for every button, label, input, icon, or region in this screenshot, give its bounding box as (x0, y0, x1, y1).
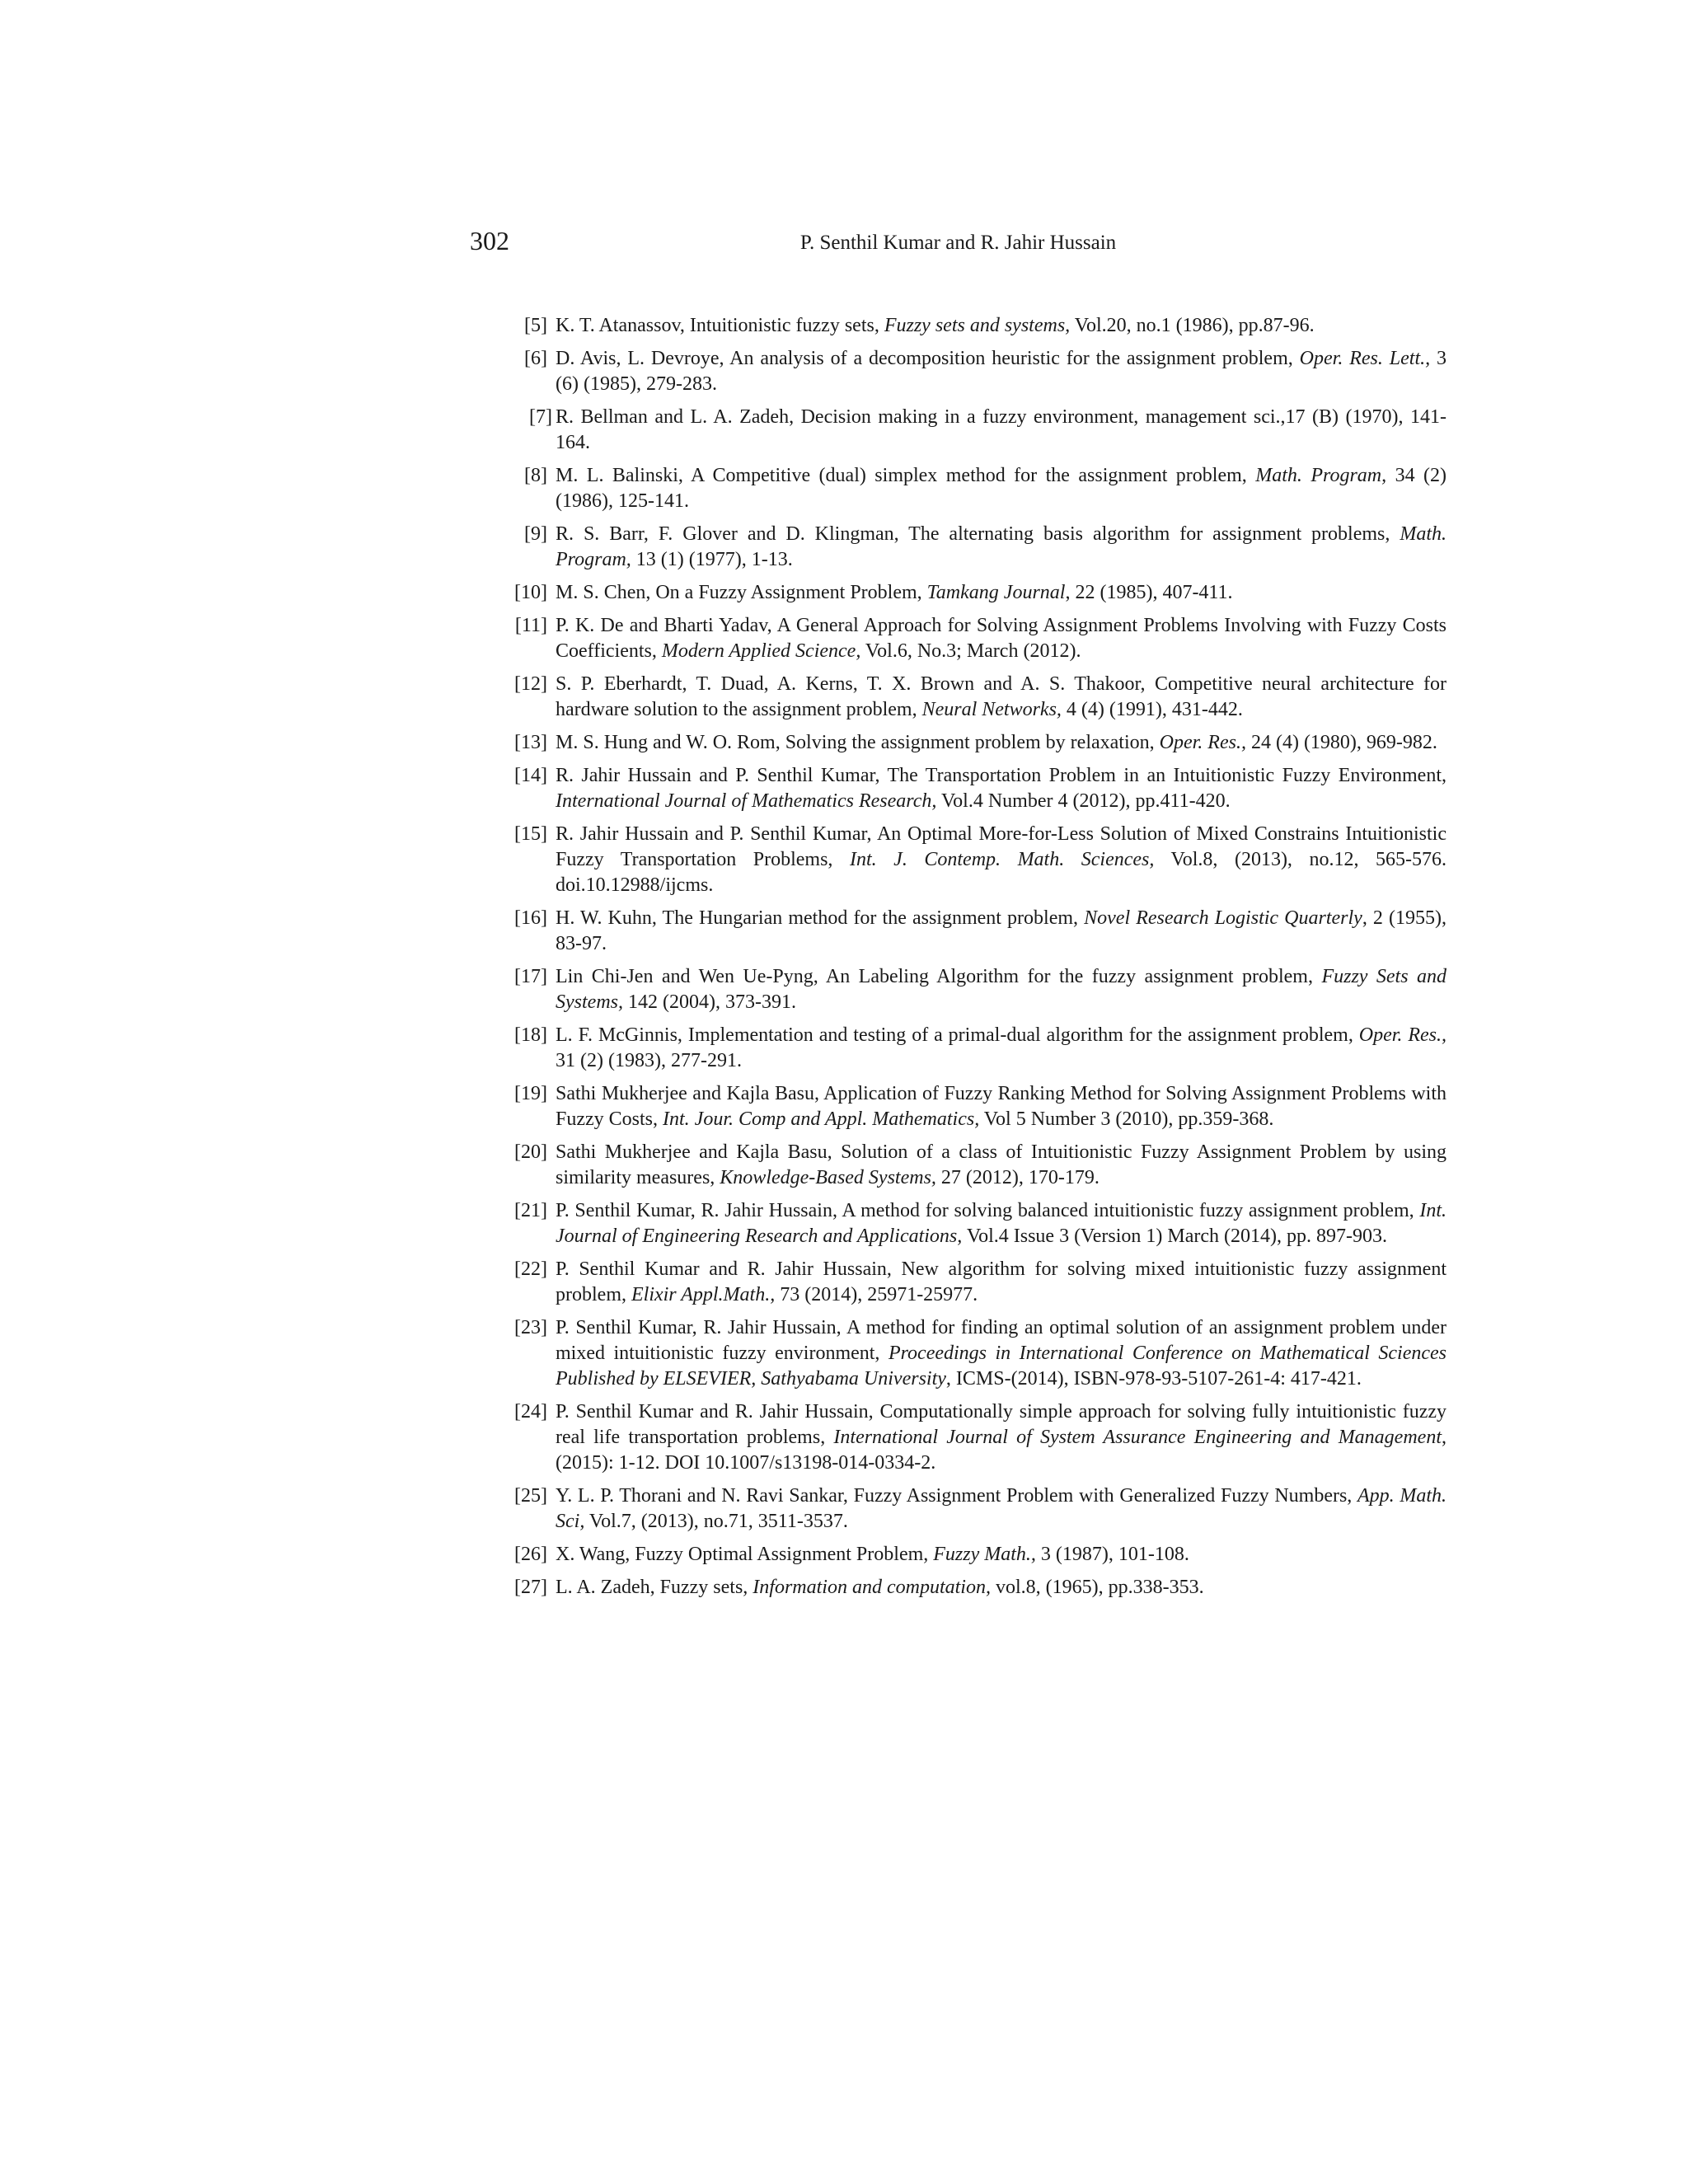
reference-source: Novel Research Logistic Quarterly (1084, 907, 1362, 929)
reference-number: [21] (514, 1200, 547, 1221)
reference-text-part: 27 (2012), 170-179. (935, 1167, 1100, 1188)
reference-text (556, 346, 1447, 397)
reference-source: Proceedings in International Conference on Mathematical Sciences Published by ELSEVIER, Sathyabama University (556, 1343, 1447, 1390)
reference-item (470, 346, 1447, 397)
reference-text (556, 672, 1447, 723)
reference-text (556, 906, 1447, 957)
reference-list (470, 313, 1447, 1608)
reference-source: Oper. Res., (1159, 732, 1246, 753)
reference-item (470, 1315, 1447, 1392)
reference-text (556, 463, 1447, 514)
reference-text-part: 31 (2) (1983), 277-291. (556, 1050, 742, 1071)
reference-text-part: Sathi Mukherjee and Kajla Basu, Solution of a class of Intuitionistic Fuzzy Assignment Problem by using similarity measures, (556, 1141, 1447, 1188)
reference-text-part: H. W. Kuhn, The Hungarian method for the assignment problem, (556, 907, 1085, 929)
reference-text-part: 142 (2004), 373-391. (622, 991, 796, 1013)
reference-text-part: Vol.6, No.3; March (2012). (860, 640, 1081, 662)
reference-text-part: M. S. Chen, On a Fuzzy Assignment Problem, (556, 582, 927, 603)
reference-item (470, 1399, 1447, 1476)
reference-source: Int. J. Contemp. Math. Sciences, (849, 849, 1155, 870)
reference-text-part: P. Senthil Kumar and R. Jahir Hussain, New algorithm for solving mixed intuitionistic fuzzy assignment problem, (556, 1258, 1447, 1305)
reference-text-part: Vol.20, no.1 (1986), pp.87-96. (1070, 315, 1315, 336)
reference-text (556, 313, 1447, 339)
running-head: P. Senthil Kumar and R. Jahir Hussain (799, 232, 1117, 254)
reference-source: Fuzzy sets and systems, (884, 315, 1071, 336)
reference-source: Fuzzy Math., (933, 1544, 1036, 1565)
reference-number: [17] (514, 966, 547, 987)
reference-source: International Journal of Mathematics Research, (556, 790, 937, 812)
reference-item (470, 906, 1447, 957)
reference-source: Math. Program, (556, 523, 1447, 570)
reference-item (470, 1575, 1447, 1601)
reference-item (470, 313, 1447, 339)
reference-source: Tamkang Journal (926, 582, 1066, 603)
reference-text-part: 34 (2) (1986), 125-141. (556, 465, 1447, 512)
reference-text-part: L. A. Zadeh, Fuzzy sets, (556, 1577, 753, 1598)
reference-number: [5] (524, 315, 547, 336)
reference-text (556, 1315, 1447, 1392)
reference-source: International Journal of System Assurance Engineering and Management (833, 1427, 1442, 1448)
reference-text-part: Y. L. P. Thorani and N. Ravi Sankar, Fuzzy Assignment Problem with Generalized Fuzzy Numbers, (556, 1485, 1357, 1507)
reference-number: [22] (514, 1258, 547, 1280)
reference-text-part: M. S. Hung and W. O. Rom, Solving the assignment problem by relaxation, (556, 732, 1160, 753)
reference-source: Elixir Appl.Math., (631, 1284, 776, 1305)
reference-text-part: R. Jahir Hussain and P. Senthil Kumar, An Optimal More-for-Less Solution of Mixed Constrains Intuitionistic Fuzzy Transportation Problems, (556, 823, 1447, 870)
reference-source: Math. Program, (1255, 465, 1387, 486)
reference-text-part: Vol 5 Number 3 (2010), pp.359-368. (979, 1108, 1274, 1130)
reference-source: Int. Journal of Engineering Research and Applications, (556, 1200, 1447, 1247)
reference-text-part: 3 (1987), 101-108. (1035, 1544, 1189, 1565)
reference-text-part: Vol.4 Number 4 (2012), pp.411-420. (936, 790, 1231, 812)
reference-text (556, 763, 1447, 814)
reference-item (470, 522, 1447, 573)
reference-text-part: Lin Chi-Jen and Wen Ue-Pyng, An Labeling Algorithm for the fuzzy assignment problem, (556, 966, 1322, 987)
reference-item (470, 1198, 1447, 1249)
reference-source: Neural Networks, (921, 699, 1062, 720)
reference-text-part: P. Senthil Kumar, R. Jahir Hussain, A method for solving balanced intuitionistic fuzzy assignment problem, (556, 1200, 1420, 1221)
reference-number: [9] (524, 523, 547, 545)
reference-text (556, 580, 1447, 606)
reference-number: [20] (514, 1141, 547, 1163)
reference-number: [12] (514, 673, 547, 695)
reference-text-part: D. Avis, L. Devroye, An analysis of a decomposition heuristic for the assignment problem, (556, 348, 1300, 369)
reference-text-part: L. F. McGinnis, Implementation and testing of a primal-dual algorithm for the assignment problem, (556, 1024, 1359, 1046)
reference-source: Int. Jour. Comp and Appl. Mathematics, (663, 1108, 980, 1130)
reference-text-part: M. L. Balinski, A Competitive (dual) simplex method for the assignment problem, (556, 465, 1256, 486)
reference-number: [8] (524, 465, 547, 486)
reference-number: [27] (514, 1577, 547, 1598)
reference-item (470, 405, 1447, 456)
reference-text-part: , 2 (1955), 83-97. (556, 907, 1447, 954)
reference-text (556, 1575, 1447, 1601)
reference-text (556, 522, 1447, 573)
reference-source: Fuzzy Sets and Systems, (556, 966, 1447, 1013)
reference-item (470, 763, 1447, 814)
reference-text (556, 964, 1447, 1015)
reference-number: [14] (514, 765, 547, 786)
reference-number: [24] (514, 1401, 547, 1422)
reference-source: Knowledge-Based Systems, (720, 1167, 936, 1188)
reference-item (470, 1483, 1447, 1535)
reference-source: Modern Applied Science, (661, 640, 861, 662)
reference-item (470, 1081, 1447, 1132)
reference-item (470, 964, 1447, 1015)
reference-source: App. Math. Sci, (556, 1485, 1447, 1532)
reference-text-part: S. P. Eberhardt, T. Duad, A. Kerns, T. X. Brown and A. S. Thakoor, Competitive neural architecture for hardware solution to the assignment problem, (556, 673, 1447, 720)
reference-number: [19] (514, 1083, 547, 1104)
reference-text (556, 1257, 1447, 1308)
reference-text-part: 24 (4) (1980), 969-982. (1245, 732, 1437, 753)
reference-text-part: 13 (1) (1977), 1-13. (631, 549, 793, 570)
reference-number: [25] (514, 1485, 547, 1507)
reference-text (556, 730, 1447, 756)
reference-text-part: R. S. Barr, F. Glover and D. Klingman, The alternating basis algorithm for assignment problems, (556, 523, 1400, 545)
reference-number: [13] (514, 732, 547, 753)
reference-text (556, 1023, 1447, 1074)
reference-number: [11] (514, 615, 547, 636)
reference-item (470, 463, 1447, 514)
reference-text-part: P. K. De and Bharti Yadav, A General Approach for Solving Assignment Problems Involving with Fuzzy Costs Coefficients, (556, 615, 1447, 662)
reference-text-part: X. Wang, Fuzzy Optimal Assignment Problem, (556, 1544, 934, 1565)
reference-item (470, 1140, 1447, 1191)
reference-text (556, 1399, 1447, 1476)
reference-text-part: P. Senthil Kumar, R. Jahir Hussain, A method for finding an optimal solution of an assignment problem under mixed intuitionistic fuzzy environment, (556, 1317, 1447, 1364)
reference-number: [6] (524, 348, 547, 369)
reference-text-part: R. Bellman and L. A. Zadeh, Decision making in a fuzzy environment, management sci.,17 (B) (1970), 141-164. (556, 406, 1447, 453)
reference-text (556, 1483, 1447, 1535)
reference-text-part: 3 (6) (1985), 279-283. (556, 348, 1447, 395)
reference-text-part: P. Senthil Kumar and R. Jahir Hussain, Computationally simple approach for solving fully intuitionistic fuzzy real life transportation problems, (556, 1401, 1447, 1448)
reference-item (470, 580, 1447, 606)
reference-source: Oper. Res., (1358, 1024, 1447, 1046)
reference-item (470, 1542, 1447, 1568)
reference-number: [18] (514, 1024, 547, 1046)
reference-text-part: , (2015): 1-12. DOI 10.1007/s13198-014-0334-2. (556, 1427, 1447, 1474)
reference-text (556, 1198, 1447, 1249)
reference-number: [15] (514, 823, 547, 845)
reference-text (556, 613, 1447, 664)
reference-item (470, 822, 1447, 898)
reference-text-part: , 22 (1985), 407-411. (1065, 582, 1233, 603)
reference-text-part: 73 (2014), 25971-25977. (775, 1284, 978, 1305)
reference-number: [10] (514, 582, 547, 603)
reference-text-part: Vol.8, (2013), no.12, 565-576. doi.10.12988/ijcms. (556, 849, 1447, 896)
reference-text (556, 1081, 1447, 1132)
reference-number: [26] (514, 1544, 547, 1565)
reference-item (470, 672, 1447, 723)
reference-number: [16] (514, 907, 547, 929)
reference-number: [7] (529, 406, 552, 428)
reference-text (556, 1542, 1447, 1568)
reference-number: [23] (514, 1317, 547, 1338)
reference-source: Information and computation, (753, 1577, 991, 1598)
reference-text (556, 405, 1447, 456)
reference-text-part: Vol.7, (2013), no.71, 3511-3537. (584, 1511, 848, 1532)
reference-item (470, 730, 1447, 756)
reference-item (470, 1257, 1447, 1308)
reference-source: Oper. Res. Lett., (1299, 348, 1431, 369)
reference-text-part: 4 (4) (1991), 431-442. (1061, 699, 1243, 720)
reference-item (470, 613, 1447, 664)
reference-text-part: , ICMS-(2014), ISBN-978-93-5107-261-4: 417-421. (945, 1368, 1362, 1390)
reference-text (556, 822, 1447, 898)
page-number: 302 (470, 226, 509, 255)
reference-text-part: R. Jahir Hussain and P. Senthil Kumar, The Transportation Problem in an Intuitionistic Fuzzy Environment, (556, 765, 1447, 786)
reference-text (556, 1140, 1447, 1191)
reference-item (470, 1023, 1447, 1074)
reference-text-part: K. T. Atanassov, Intuitionistic fuzzy sets, (556, 315, 884, 336)
reference-text-part: vol.8, (1965), pp.338-353. (990, 1577, 1204, 1598)
reference-text-part: Sathi Mukherjee and Kajla Basu, Application of Fuzzy Ranking Method for Solving Assignment Problems with Fuzzy Costs, (556, 1083, 1447, 1130)
reference-text-part: Vol.4 Issue 3 (Version 1) March (2014), pp. 897-903. (962, 1226, 1387, 1247)
